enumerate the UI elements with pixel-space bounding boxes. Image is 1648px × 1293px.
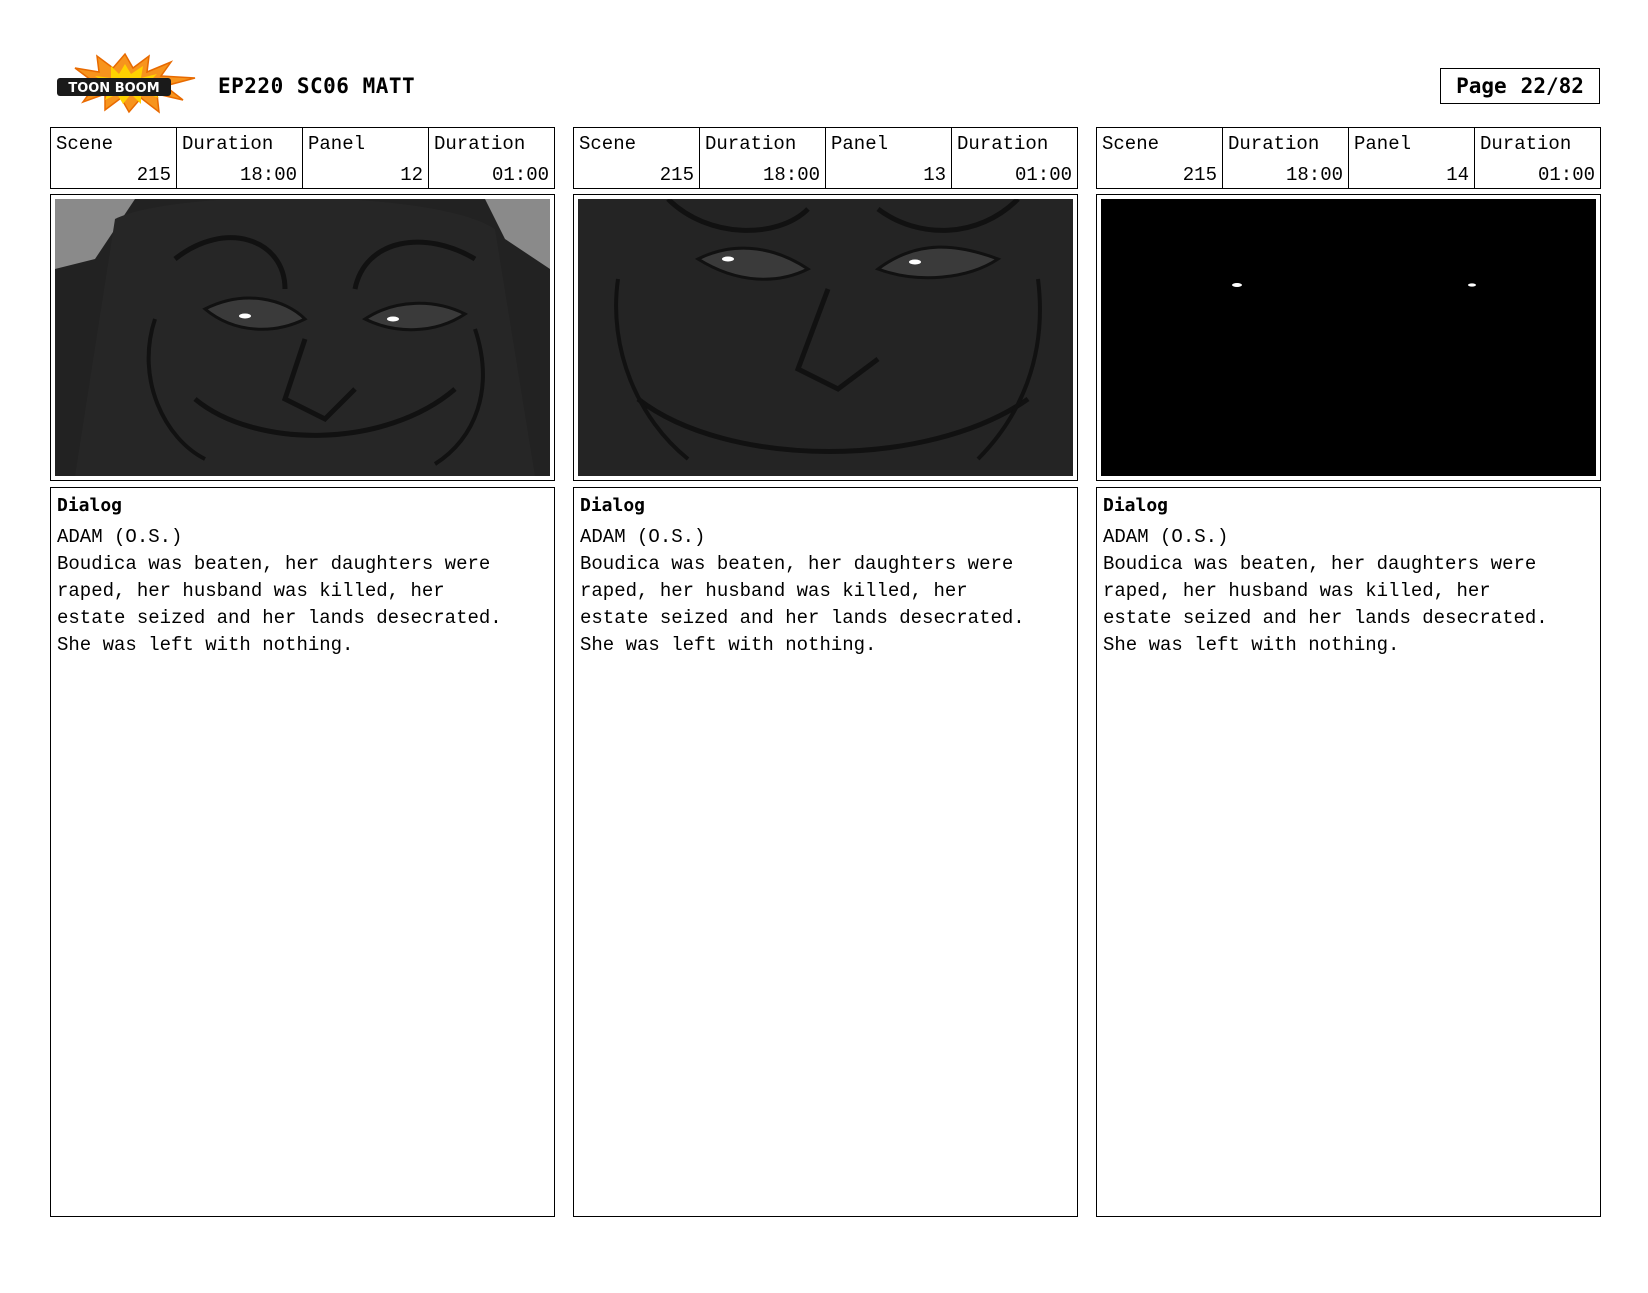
page-label: Page	[1456, 74, 1507, 98]
panel-value: 13	[923, 164, 946, 186]
scene-duration-cell	[700, 128, 826, 188]
panel-image	[50, 194, 555, 481]
dialog-speaker: ADAM (O.S.)	[1103, 526, 1229, 548]
scene-value: 215	[659, 164, 694, 186]
panel-value: 12	[400, 164, 423, 186]
panel-value: 14	[1446, 164, 1469, 186]
dialog-header: Dialog	[580, 495, 646, 516]
scene-cell	[51, 128, 177, 188]
page-indicator	[1440, 68, 1600, 104]
dialog-speaker: ADAM (O.S.)	[57, 526, 183, 548]
panel-info-table	[50, 127, 555, 189]
panel-image	[573, 194, 1078, 481]
panel-image	[1096, 194, 1601, 481]
scene-duration-label: Duration	[705, 133, 797, 155]
storyboard-panel-column	[573, 127, 1078, 1217]
svg-text:TOON BOOM: TOON BOOM	[68, 81, 160, 96]
dialog-speaker: ADAM (O.S.)	[580, 526, 706, 548]
panel-duration-cell	[429, 128, 554, 188]
panel-duration-value: 01:00	[1014, 164, 1072, 186]
panel-label: Panel	[1354, 133, 1412, 155]
panel-duration-cell	[1475, 128, 1600, 188]
panel-duration-value: 01:00	[491, 164, 549, 186]
panel-cell	[303, 128, 429, 188]
scene-label: Scene	[579, 133, 637, 155]
scene-label: Scene	[56, 133, 114, 155]
dialog-header: Dialog	[57, 495, 123, 516]
panel-duration-label: Duration	[1480, 133, 1572, 155]
toon-boom-logo	[53, 52, 198, 114]
dialog-text: Boudica was beaten, her daughters were raped, her husband was killed, her estate seized and her lands desecrated. She was left with nothing.	[57, 553, 502, 656]
storyboard-panel-column	[1096, 127, 1601, 1217]
scene-value: 215	[1182, 164, 1217, 186]
panel-cell	[1349, 128, 1475, 188]
scene-duration-cell	[177, 128, 303, 188]
panel-duration-label: Duration	[434, 133, 526, 155]
scene-duration-value: 18:00	[1285, 164, 1343, 186]
scene-cell	[1097, 128, 1223, 188]
storyboard-panel-column	[50, 127, 555, 1217]
dialog-header: Dialog	[1103, 495, 1169, 516]
panel-label: Panel	[308, 133, 366, 155]
panel-duration-label: Duration	[957, 133, 1049, 155]
panel-label: Panel	[831, 133, 889, 155]
panel-info-table	[1096, 127, 1601, 189]
scene-duration-label: Duration	[1228, 133, 1320, 155]
dialog-text: Boudica was beaten, her daughters were raped, her husband was killed, her estate seized and her lands desecrated. She was left with nothing.	[1103, 553, 1548, 656]
scene-value: 215	[136, 164, 171, 186]
panel-info-table	[573, 127, 1078, 189]
page-number: 22/82	[1520, 74, 1584, 98]
dialog-box	[573, 487, 1078, 1217]
dialog-box	[50, 487, 555, 1217]
panel-duration-cell	[952, 128, 1077, 188]
panel-duration-value: 01:00	[1537, 164, 1595, 186]
scene-duration-cell	[1223, 128, 1349, 188]
scene-label: Scene	[1102, 133, 1160, 155]
scene-duration-label: Duration	[182, 133, 274, 155]
scene-cell	[574, 128, 700, 188]
dialog-box	[1096, 487, 1601, 1217]
document-title: EP220 SC06 MATT	[218, 74, 416, 98]
scene-duration-value: 18:00	[239, 164, 297, 186]
panel-cell	[826, 128, 952, 188]
scene-duration-value: 18:00	[762, 164, 820, 186]
dialog-text: Boudica was beaten, her daughters were raped, her husband was killed, her estate seized and her lands desecrated. She was left with nothing.	[580, 553, 1025, 656]
